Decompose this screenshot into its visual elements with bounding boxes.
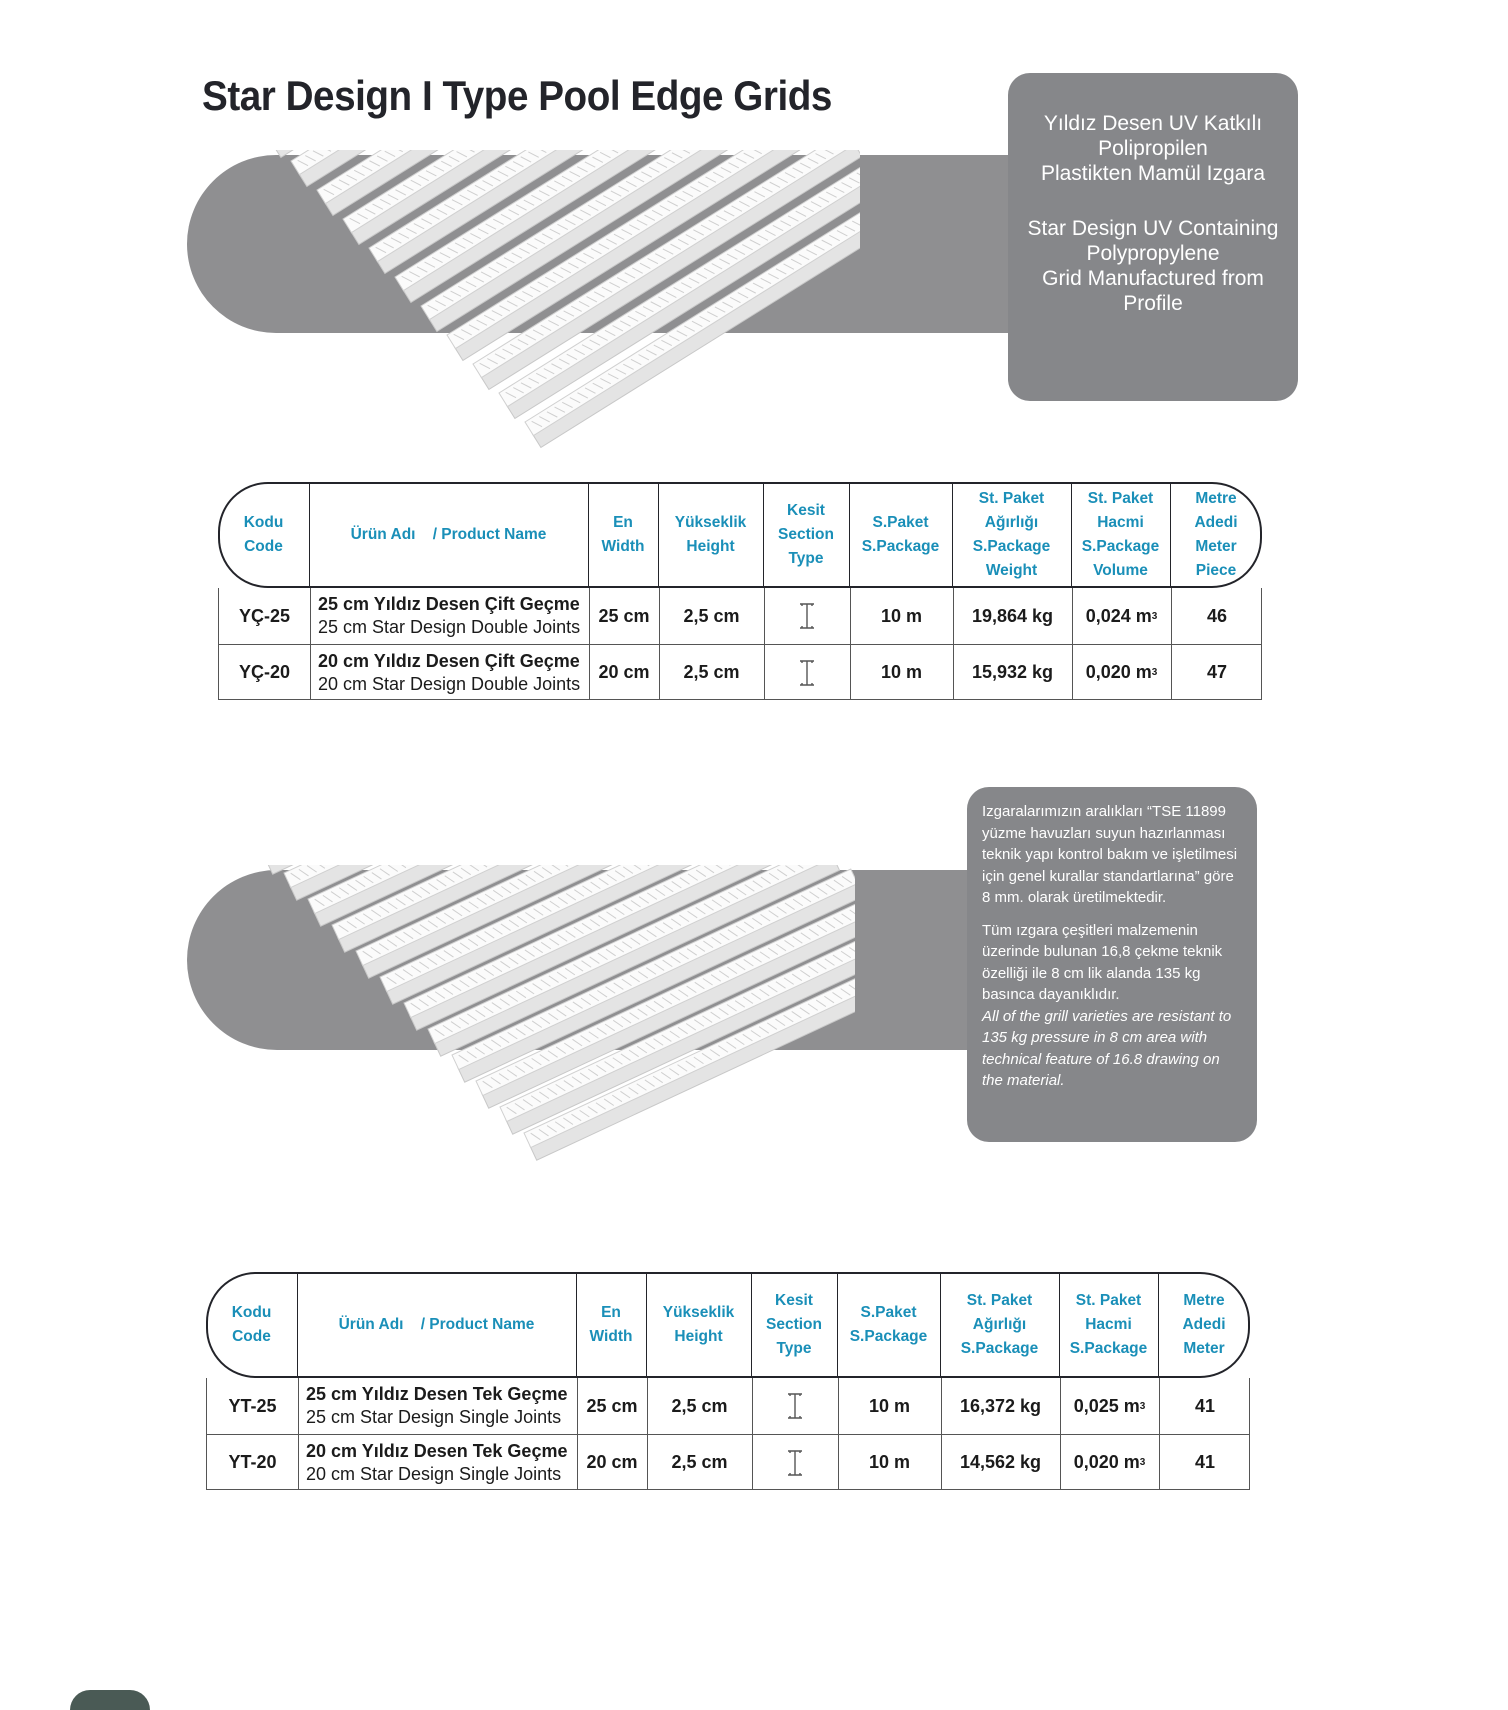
header-text: Code [244,538,283,555]
table-header-cell [940,1272,1059,1378]
header-text: Yükseklik [674,514,747,531]
meter-pieces-cell: 41 [1194,1452,1216,1472]
table-row [219,588,1261,644]
height-cell: 2,5 cm [683,662,740,682]
product-code-cell: YÇ-20 [238,662,291,682]
header-text: Kesit [775,1292,813,1309]
header-text: Meter [1183,1340,1225,1357]
table-row [207,1378,1249,1434]
standards-info-para2: Tüm ızgara çeşitleri malzemenin üzerinde bulunan 16,8 çekme teknik özelliği ile 8 cm lik alanda 135 kg basınca dayanıklıdır. [982,921,1223,1003]
product-name-tr: 20 cm Yıldız Desen Tek Geçme [306,1440,568,1461]
header-text: Ağırlığı [972,1316,1027,1333]
volume-unit-exponent: 3 [1151,610,1158,622]
volume-value: 0,025 m [1073,1395,1140,1416]
header-text: Hacmi [1085,1316,1132,1333]
product-name-cell [298,1435,577,1490]
header-text: S.Paket [872,514,929,531]
header-text: En [613,514,633,531]
table-header-cell [297,1272,576,1378]
height-cell: 2,5 cm [671,1395,728,1416]
header-text: S.Package [861,538,940,555]
package-length-cell: 10 m [880,605,923,626]
header-text: Weight [985,562,1038,579]
table-row [207,1434,1249,1490]
product-name-cell [298,1378,577,1434]
package-length-cell: 10 m [868,1395,911,1416]
header-text: Hacmi [1097,514,1144,531]
header-text: Height [674,1328,723,1345]
package-weight-cell: 14,562 kg [959,1452,1042,1472]
standards-info-box [967,787,1257,1142]
product-name-tr: 25 cm Yıldız Desen Çift Geçme [318,594,580,614]
i-section-icon [752,1378,838,1434]
package-volume-cell [1060,1378,1159,1434]
header-text: St. Paket [966,1292,1033,1309]
table-header-cell [952,482,1071,588]
header-text: St. Paket [1075,1292,1142,1309]
header-text: Kodu [231,1304,272,1321]
height-cell: 2,5 cm [683,605,740,626]
height-cell: 2,5 cm [671,1452,728,1472]
material-info-tr: Yıldız Desen UV Katkılı Polipropilen Plastikten Mamül Izgara [1040,112,1266,185]
product-name-cell [310,645,589,700]
table-header-cell [849,482,952,588]
meter-pieces-cell: 46 [1206,605,1228,626]
standards-info-para1: Izgaralarımızın aralıkları “TSE 11899 yüzme havuzları suyun hazırlanması teknik yapı kontrol bakım ve işletilmesi için genel kurallar standartlarına” göre 8 mm. olarak üretilmektedir. [982,803,1238,906]
volume-value: 0,020 m [1085,662,1152,682]
i-section-icon [752,1435,838,1490]
table-header-cell [1158,1272,1250,1378]
table-header-cell [218,482,309,588]
page-corner-decoration [70,1690,150,1710]
package-volume-cell [1072,588,1171,644]
product-name-tr: 20 cm Yıldız Desen Çift Geçme [318,650,580,671]
table-body [218,588,1262,700]
table-body [206,1378,1250,1490]
width-cell: 20 cm [598,662,650,682]
header-text: S.Package [972,538,1051,555]
grid-product-image-1 [260,150,860,480]
header-text: Piece [1195,562,1237,579]
header-text: St. Paket [1087,490,1154,507]
product-name-en: 25 cm Star Design Double Joints [318,617,581,637]
width-cell: 25 cm [586,1395,638,1416]
volume-unit-exponent: 3 [1151,667,1158,678]
header-text: Kodu [243,514,284,531]
package-weight-cell: 19,864 kg [971,605,1054,626]
table-header-cell [309,482,588,588]
header-text: S.Package [1069,1340,1148,1357]
product-code-cell: YÇ-25 [238,605,291,626]
header-text: Ürün Adı / Product Name [350,526,547,543]
package-volume-cell [1060,1435,1159,1490]
header-text: En [601,1304,621,1321]
header-text: Kesit [787,502,825,519]
package-volume-cell [1072,645,1171,700]
meter-pieces-cell: 47 [1206,662,1228,682]
header-text: Height [686,538,735,555]
volume-unit-exponent: 3 [1139,1400,1146,1412]
i-section-icon [764,588,850,644]
table-header-cell [576,1272,646,1378]
table-header-cell [1170,482,1262,588]
i-section-icon [764,645,850,700]
material-info-box [1008,73,1298,401]
header-text: Ürün Adı / Product Name [338,1316,535,1333]
header-text: Volume [1093,562,1148,579]
header-text: S.Package [1081,538,1160,555]
table-header-cell [658,482,763,588]
material-info-en: Star Design UV Containing Polypropylene Grid Manufactured from Profile [1027,217,1279,315]
header-text: St. Paket [978,490,1045,507]
header-text: Section [778,526,834,543]
header-text: Metre [1183,1292,1225,1309]
header-text: Type [788,550,824,567]
header-text: Meter [1195,538,1237,555]
volume-value: 0,024 m [1085,605,1152,626]
header-text: Section [766,1316,822,1333]
width-cell: 20 cm [586,1452,638,1472]
table-header-cell [206,1272,297,1378]
product-name-en: 20 cm Star Design Single Joints [306,1463,562,1484]
grid-product-image-2 [255,865,855,1205]
header-text: Width [589,1328,633,1345]
table-header-cell [588,482,658,588]
header-text: Type [776,1340,812,1357]
table-header-cell [751,1272,837,1378]
table-header-cell [837,1272,940,1378]
product-code-cell: YT-20 [228,1452,277,1472]
product-name-tr: 25 cm Yıldız Desen Tek Geçme [306,1384,568,1404]
header-text: Yükseklik [662,1304,735,1321]
volume-unit-exponent: 3 [1139,1457,1146,1468]
table-header-cell [646,1272,751,1378]
header-text: Width [601,538,645,555]
product-name-en: 25 cm Star Design Single Joints [306,1407,562,1427]
standards-info-para3: All of the grill varieties are resistant to 135 kg pressure in 8 cm area with technical feature of 16.8 drawing on the material. [982,1007,1232,1089]
header-text: S.Package [960,1340,1039,1357]
table-header-cell [1071,482,1170,588]
package-length-cell: 10 m [868,1452,911,1472]
package-weight-cell: 15,932 kg [971,662,1054,682]
product-name-cell [310,588,589,644]
header-text: Adedi [1182,1316,1226,1333]
package-length-cell: 10 m [880,662,923,682]
product-name-en: 20 cm Star Design Double Joints [318,673,581,694]
package-weight-cell: 16,372 kg [959,1395,1042,1416]
meter-pieces-cell: 41 [1194,1395,1216,1416]
table-row [219,644,1261,700]
header-text: Metre [1195,490,1237,507]
header-text: Code [232,1328,271,1345]
header-text: S.Paket [860,1304,917,1321]
table-header-cell [1059,1272,1158,1378]
header-text: Ağırlığı [984,514,1039,531]
table-header-cell [763,482,849,588]
header-text: Adedi [1194,514,1238,531]
product-code-cell: YT-25 [228,1395,277,1416]
volume-value: 0,020 m [1073,1452,1140,1472]
header-text: S.Package [849,1328,928,1345]
page-title: Star Design I Type Pool Edge Grids [202,72,832,119]
width-cell: 25 cm [598,605,650,626]
